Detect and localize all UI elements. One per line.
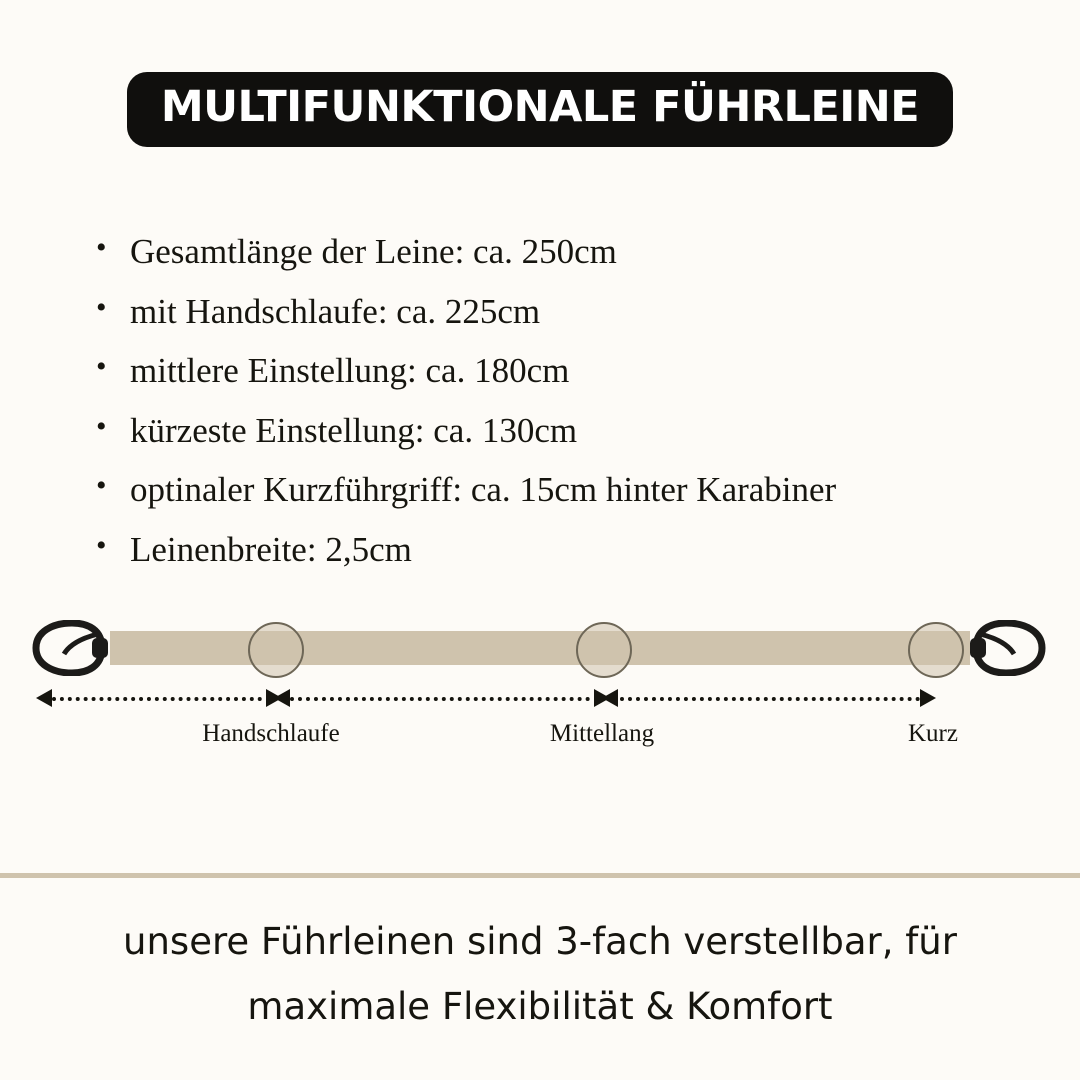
list-item xyxy=(96,460,1016,520)
footer-line-2: maximale Flexibilität & Komfort xyxy=(247,984,833,1028)
leash-strap xyxy=(110,631,970,665)
bullet-icon: • xyxy=(96,290,107,324)
carabiner-icon xyxy=(968,620,1048,676)
spec-text: Leinenbreite: 2,5cm xyxy=(130,529,412,569)
spec-text: Gesamtlänge der Leine: ca. 250cm xyxy=(130,232,617,271)
title-banner-container xyxy=(0,72,1080,147)
list-item xyxy=(96,401,1016,461)
leash-diagram xyxy=(0,614,1080,794)
spec-text: optinaler Kurzführgriff: ca. 15cm hinter Karabiner xyxy=(130,470,837,509)
segment-label-handschlaufe: Handschlaufe xyxy=(202,720,340,747)
measurement-line xyxy=(0,684,1080,712)
arrow-left-icon xyxy=(274,689,290,707)
arrow-left-icon xyxy=(36,689,52,707)
bullet-icon: • xyxy=(96,528,107,562)
list-item xyxy=(96,222,1016,282)
arrow-left-icon xyxy=(602,689,618,707)
o-ring-icon xyxy=(908,622,964,678)
spec-text: mittlere Einstellung: ca. 180cm xyxy=(130,351,570,390)
segment-labels xyxy=(0,720,1080,760)
footer-line-1: unsere Führleinen sind 3-fach verstellbar, für xyxy=(123,920,957,963)
page-title: MULTIFUNKTIONALE FÜHRLEINE xyxy=(127,72,953,147)
dotted-line xyxy=(620,697,920,701)
bullet-icon: • xyxy=(96,409,107,443)
o-ring-icon xyxy=(576,622,632,678)
list-item xyxy=(96,341,1016,401)
list-item xyxy=(96,520,1016,580)
bullet-icon: • xyxy=(96,469,107,502)
segment-label-mittellang: Mittellang xyxy=(549,720,655,747)
divider xyxy=(0,873,1080,878)
arrow-right-icon xyxy=(920,689,936,707)
spec-text: kürzeste Einstellung: ca. 130cm xyxy=(130,410,578,450)
spec-list xyxy=(96,222,1016,579)
segment-label-kurz: Kurz xyxy=(908,720,958,747)
spec-text: mit Handschlaufe: ca. 225cm xyxy=(130,291,541,331)
list-item xyxy=(96,282,1016,342)
dotted-line xyxy=(290,697,590,701)
carabiner-icon xyxy=(30,620,110,676)
o-ring-icon xyxy=(248,622,304,678)
dotted-line xyxy=(52,697,262,701)
bullet-icon: • xyxy=(96,231,107,264)
footer-text xyxy=(0,910,1080,1040)
bullet-icon: • xyxy=(96,350,107,383)
